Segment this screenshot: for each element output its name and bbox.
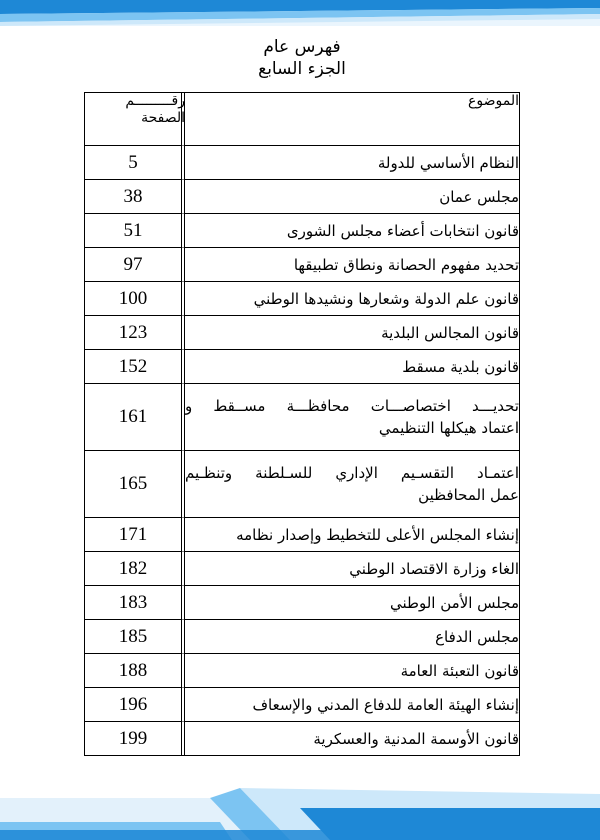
table-row [85,654,519,688]
topic: مجلس الدفاع [185,620,519,654]
page-number: 51 [85,214,185,248]
page-number: 123 [85,316,185,350]
topic: تحديد مفهوم الحصانة ونطاق تطبيقها [185,248,519,282]
topic: الغاء وزارة الاقتصاد الوطني [185,552,519,586]
topic: قانون انتخابات أعضاء مجلس الشورى [185,214,519,248]
table-row [85,722,519,755]
topic: إنشاء المجلس الأعلى للتخطيط وإصدار نظامه [185,518,519,552]
topic [185,451,519,518]
page-number: 38 [85,180,185,214]
table-row [85,451,519,518]
page-number: 171 [85,518,185,552]
topic [185,384,519,451]
topic-line-2: اعتماد هيكلها التنظيمي [378,419,519,437]
table-row [85,384,519,451]
table-row [85,350,519,384]
page-number: 188 [85,654,185,688]
page-number: 185 [85,620,185,654]
page-number: 196 [85,688,185,722]
topic: مجلس الأمن الوطني [185,586,519,620]
table-row [85,518,519,552]
table-row [85,146,519,180]
volume-subtitle: الجزء السابع [258,59,346,79]
topic-line-2: عمل المحافظين [418,486,519,504]
table-row [85,552,519,586]
table-row [85,180,519,214]
page-number: 152 [85,350,185,384]
topic: إنشاء الهيئة العامة للدفاع المدني والإسعاف [185,688,519,722]
topic: قانون علم الدولة وشعارها ونشيدها الوطني [185,282,519,316]
index-title: فهرس عام [263,37,341,57]
page-number: 182 [85,552,185,586]
page-number: 183 [85,586,185,620]
page-number: 165 [85,451,185,518]
table-row [85,214,519,248]
page-column-header [85,93,185,146]
top-decorative-band [0,0,600,26]
bottom-decorative-band [0,768,600,840]
page-number: 97 [85,248,185,282]
topic: قانون الأوسمة المدنية والعسكرية [313,729,519,748]
table-row [85,586,519,620]
topic: قانون التعبئة العامة [185,654,519,688]
table-row [85,620,519,654]
topic: قانون بلدية مسقط [185,350,519,384]
topic: مجلس عمان [185,180,519,214]
topic-line-1: اعتمـاد التقسـيم الإداري للسـلطنة وتنظـيم [185,464,519,482]
page-number: 100 [85,282,185,316]
table-header-row [85,93,519,146]
page-column-header-line1: رقـــــــــم [125,93,185,109]
topic-column-header: الموضوع [185,93,519,146]
index-table [84,92,520,756]
page-number: 161 [85,384,185,451]
table-row [85,248,519,282]
topic: قانون المجالس البلدية [185,316,519,350]
table-row [85,282,519,316]
table-row [85,316,519,350]
page-number: 5 [85,146,185,180]
page-column-header-line2: الصفحة [141,110,185,126]
page-number: 199 [85,722,185,755]
topic-line-1: تحديـــد اختصاصـــات محافظـــة مســقط و [185,397,519,415]
topic: النظام الأساسي للدولة [185,146,519,180]
table-row [85,688,519,722]
